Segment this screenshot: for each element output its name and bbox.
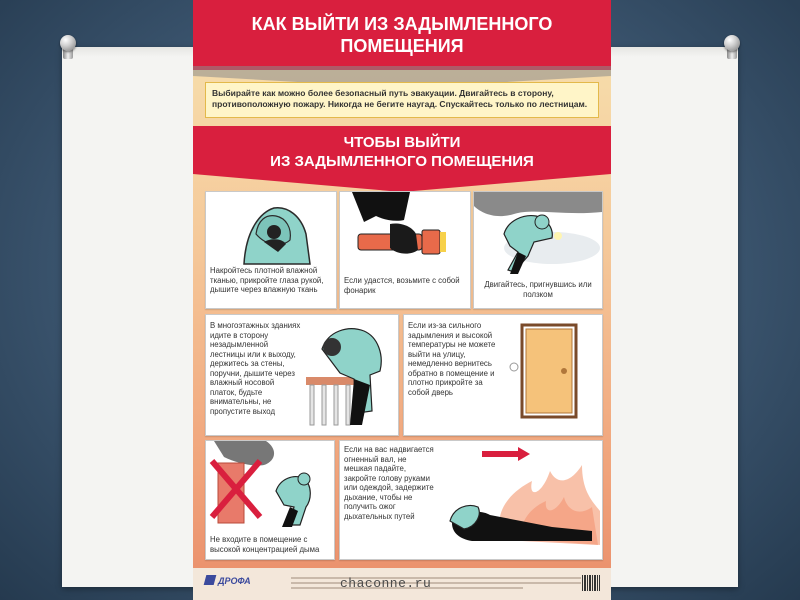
person-with-cloth-icon bbox=[206, 194, 336, 266]
pushpin-right-icon bbox=[722, 35, 742, 61]
panel-3-caption: Двигайтесь, пригнувшись или ползком bbox=[484, 280, 592, 299]
poster bbox=[193, 0, 611, 600]
panel-crouch bbox=[473, 191, 603, 309]
panel-1-caption: Накройтесь плотной влажной тканью, прикройте глаза рукой, дышите через влажную ткань bbox=[210, 266, 324, 294]
person-on-stairs-icon bbox=[300, 315, 396, 433]
panel-fire-wave bbox=[339, 440, 603, 560]
pushpin-left-icon bbox=[58, 35, 78, 61]
publisher-logo: ДРОФА bbox=[205, 575, 251, 586]
poster-subtitle bbox=[193, 133, 611, 171]
poster-subtitle-line-1: ЧТОБЫ ВЫЙТИ bbox=[343, 134, 461, 151]
panel-cover-face bbox=[205, 191, 337, 309]
panel-flashlight bbox=[339, 191, 471, 309]
panel-no-entry bbox=[205, 440, 335, 560]
panel-7-caption: Если на вас надвигается огненный вал, не мешкая падайте, закройте голову руками или одеждой, задержите дыхание, чтобы не получить ожог дыхательных путей bbox=[344, 445, 434, 521]
fire-wave-icon bbox=[432, 441, 602, 557]
panel-stairs bbox=[205, 314, 399, 436]
panel-5-caption: Если из-за сильного задымления и высокой температуры не можете выйти на улицу, немедленно вернитесь обратно в помещение и плотно прикройте за собой дверь bbox=[408, 321, 496, 397]
panel-6-caption: Не входите в помещение с высокой концентрацией дыма bbox=[210, 535, 320, 554]
fine-print-lines bbox=[291, 574, 581, 594]
flashlight-icon bbox=[340, 192, 470, 272]
no-entry-smoke-icon bbox=[206, 441, 334, 529]
poster-subtitle-line-2: ИЗ ЗАДЫМЛЕННОГО ПОМЕЩЕНИЯ bbox=[270, 153, 534, 170]
intro-text-box: Выбирайте как можно более безопасный путь эвакуации. Двигайтесь в сторону, противоположную пожару. Никогда не бегите наугад. Спускайтесь только по лестницам. bbox=[205, 82, 599, 118]
poster-title-line-1: КАК ВЫЙТИ ИЗ ЗАДЫМЛЕННОГО bbox=[251, 14, 553, 34]
panel-return-door bbox=[403, 314, 603, 436]
panel-2-caption: Если удастся, возьмите с собой фонарик bbox=[344, 276, 460, 295]
panel-4-caption: В многоэтажных зданиях идите в сторону незадымленной лестницы или к выходу, держитесь за стены, поручни, дышите через влажный носовой платок, будьте внимательны, не пропустите выход bbox=[210, 321, 301, 416]
crouching-person-icon bbox=[474, 192, 602, 280]
watermark-text: chaconne.ru bbox=[340, 576, 432, 591]
poster-title-line-2: ПОМЕЩЕНИЯ bbox=[340, 36, 464, 56]
door-icon bbox=[504, 315, 600, 433]
barcode-icon bbox=[581, 573, 601, 593]
poster-title bbox=[193, 13, 611, 57]
